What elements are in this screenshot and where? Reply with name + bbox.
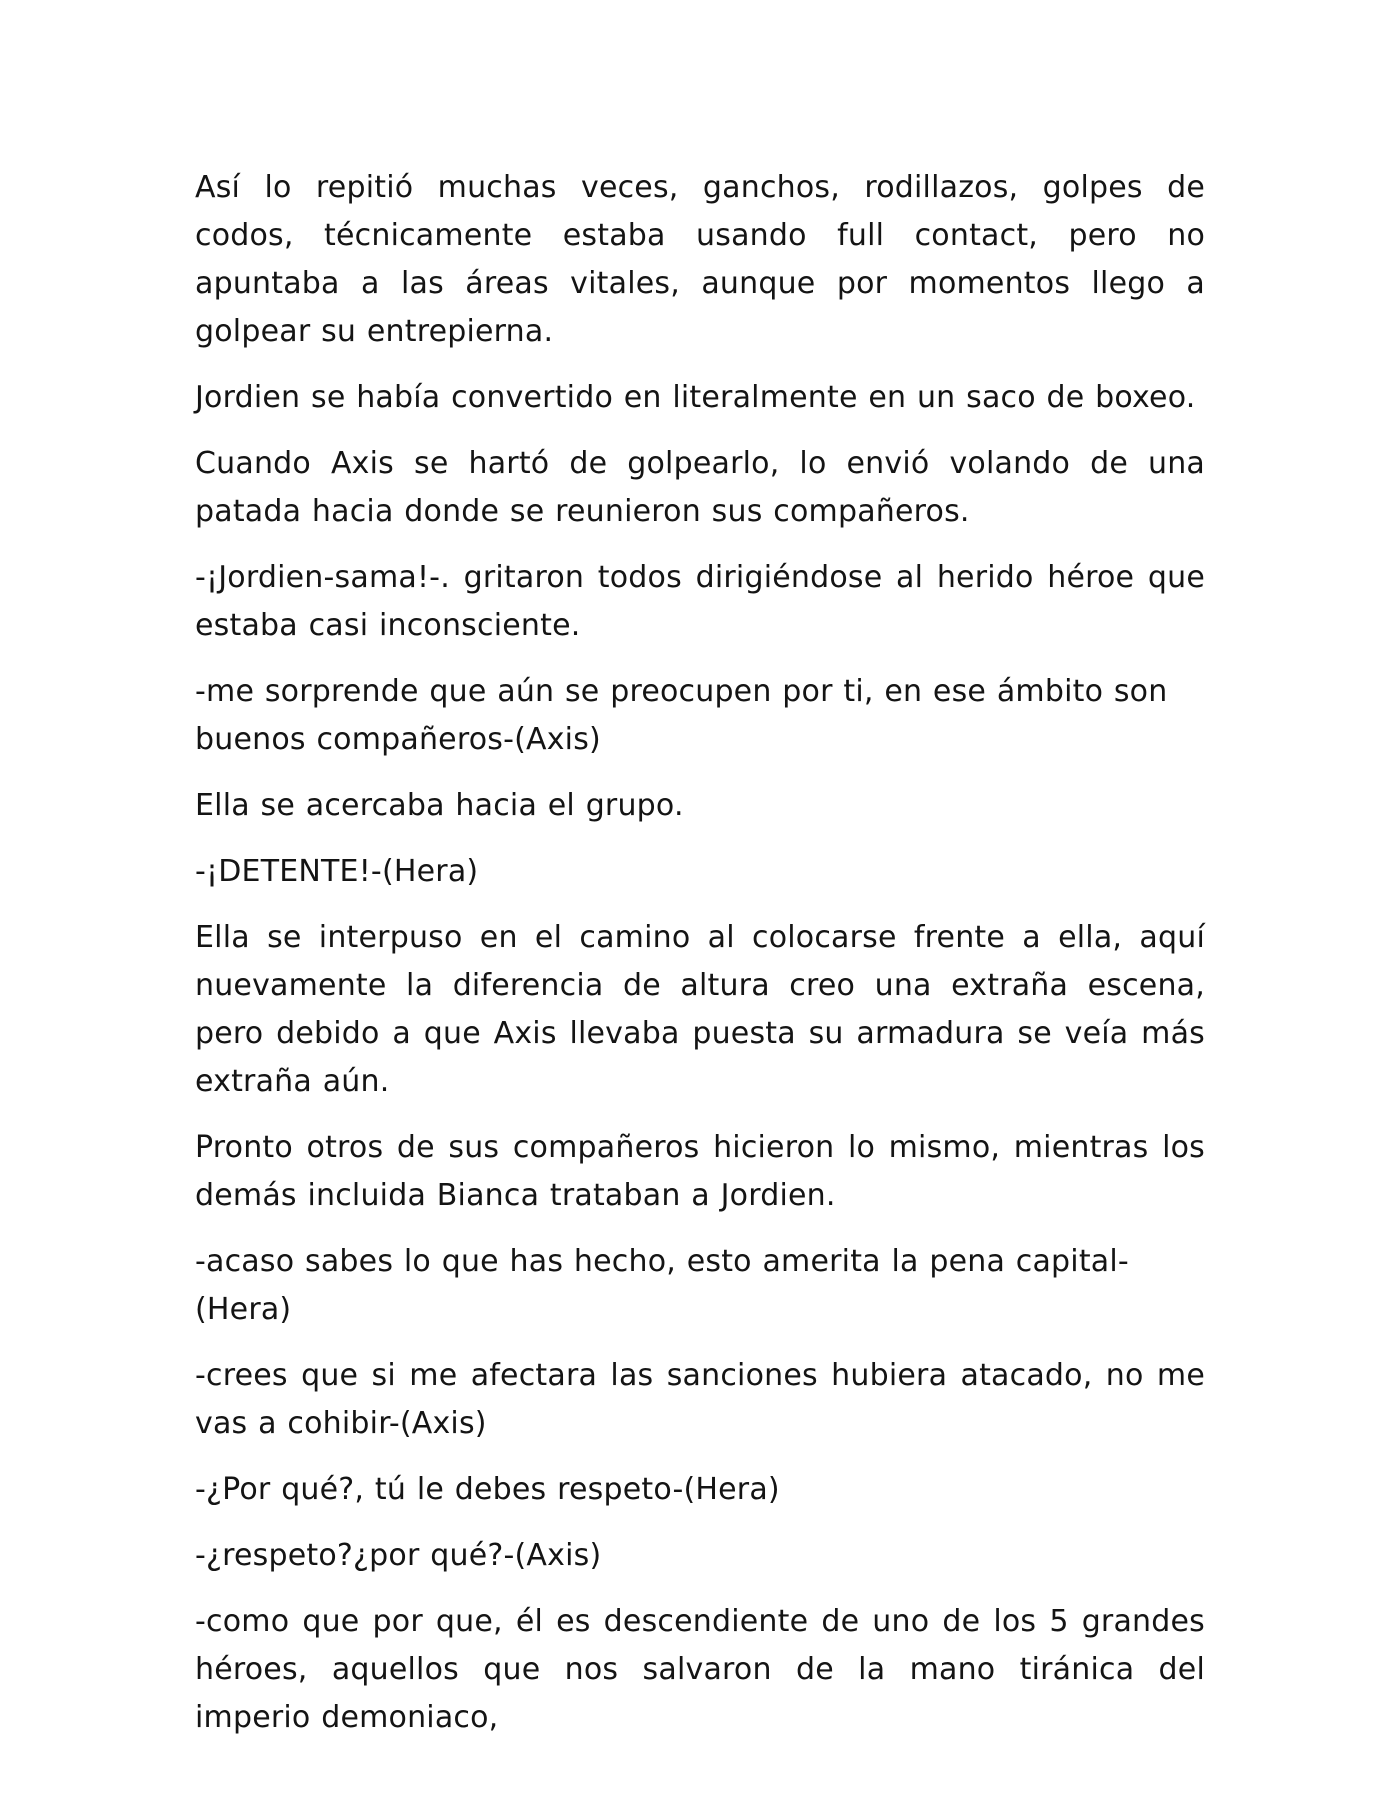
- paragraph-10: -acaso sabes lo que has hecho, esto amerita la pena capital-(Hera): [195, 1244, 1129, 1327]
- paragraph-13: -¿respeto?¿por qué?-(Axis): [195, 1538, 602, 1573]
- paragraph-5: -me sorprende que aún se preocupen por ti, en ese ámbito son buenos compañeros-(Axis): [195, 674, 1168, 757]
- paragraph-8: Ella se interpuso en el camino al colocarse frente a ella, aquí nuevamente la diferencia de altura creo una extraña escena, pero debido a que Axis llevaba puesta su armadura se veía más extraña aún.: [195, 920, 1205, 1099]
- paragraph-2: Jordien se había convertido en literalmente en un saco de boxeo.: [195, 380, 1196, 415]
- paragraph-11: -crees que si me afectara las sanciones hubiera atacado, no me vas a cohibir-(Axis): [195, 1358, 1205, 1441]
- body-text: [195, 164, 1205, 1760]
- paragraph-1: Así lo repitió muchas veces, ganchos, rodillazos, golpes de codos, técnicamente estaba usando full contact, pero no apuntaba a las áreas vitales, aunque por momentos llego a golpear su entrepierna.: [195, 170, 1205, 349]
- paragraph-4: -¡Jordien-sama!-. gritaron todos dirigiéndose al herido héroe que estaba casi inconsciente.: [195, 560, 1205, 643]
- paragraph-6: Ella se acercaba hacia el grupo.: [195, 788, 684, 823]
- paragraph-7: -¡DETENTE!-(Hera): [195, 854, 479, 889]
- paragraph-14: -como que por que, él es descendiente de uno de los 5 grandes héroes, aquellos que nos salvaron de la mano tiránica del imperio demoniaco,: [195, 1604, 1205, 1735]
- paragraph-3: Cuando Axis se hartó de golpearlo, lo envió volando de una patada hacia donde se reunieron sus compañeros.: [195, 446, 1205, 529]
- paragraph-12: -¿Por qué?, tú le debes respeto-(Hera): [195, 1472, 780, 1507]
- paragraph-9: Pronto otros de sus compañeros hicieron lo mismo, mientras los demás incluida Bianca trataban a Jordien.: [195, 1130, 1205, 1213]
